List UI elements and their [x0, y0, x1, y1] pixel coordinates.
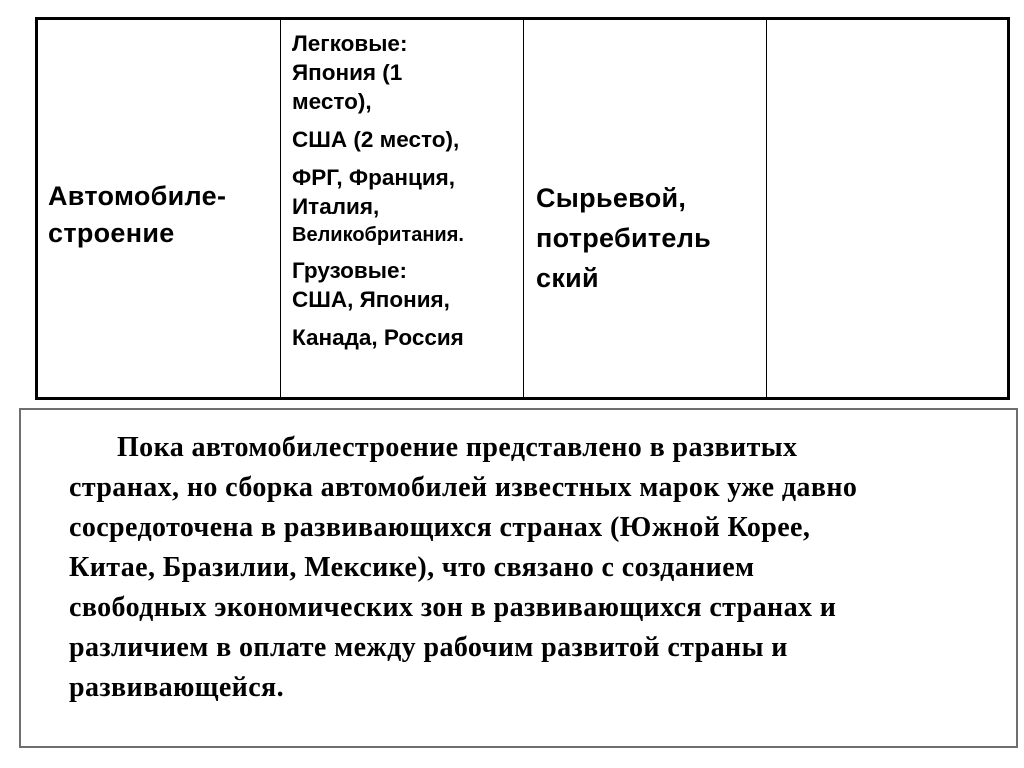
countries-list: [292, 29, 464, 352]
industry-name-line: строение: [48, 218, 175, 248]
location-factor-line: Сырьевой,: [536, 183, 687, 213]
countries-line: Канада, Россия: [292, 325, 464, 350]
factor-cell: [524, 20, 767, 397]
countries-line: ФРГ, Франция,: [292, 165, 456, 190]
note-line: странах, но сборка автомобилей известных марок уже давно: [69, 472, 858, 503]
empty-cell: [767, 20, 1007, 397]
note-line: различием в оплате между рабочим развитой страны и: [69, 632, 788, 663]
note-line: свободных экономических зон в развивающихся странах и: [69, 592, 837, 623]
location-factor-line: ский: [536, 263, 599, 293]
passenger-cars-group: [292, 29, 464, 116]
note-paragraph: [69, 428, 1009, 708]
countries-line: место),: [292, 89, 372, 114]
note-box: [19, 408, 1018, 748]
industry-cell: [38, 20, 281, 397]
countries-cell: [281, 20, 524, 397]
note-line: Китае, Бразилии, Мексике), что связано с созданием: [69, 552, 755, 583]
trucks-group-continued: [292, 323, 464, 352]
industry-name: [48, 178, 226, 252]
location-factor: [536, 178, 711, 298]
trucks-label: Грузовые:: [292, 258, 407, 283]
countries-line: Италия,: [292, 194, 380, 219]
countries-line: США, Япония,: [292, 287, 450, 312]
trucks-group: [292, 256, 464, 314]
note-line: Пока автомобилестроение представлено в развитых: [117, 432, 798, 463]
passenger-cars-label: Легковые:: [292, 31, 408, 56]
location-factor-line: потребитель: [536, 223, 712, 253]
countries-line: Великобритания.: [292, 224, 464, 246]
note-line: сосредоточена в развивающихся странах (Южной Корее,: [69, 512, 811, 543]
europe-group: [292, 163, 464, 250]
countries-line: Япония (1: [292, 60, 403, 85]
usa-group: [292, 125, 464, 154]
industry-table: [35, 17, 1010, 400]
note-line: развивающейся.: [69, 672, 284, 703]
countries-line: США (2 место),: [292, 127, 460, 152]
industry-name-line: Автомобиле-: [48, 181, 227, 211]
